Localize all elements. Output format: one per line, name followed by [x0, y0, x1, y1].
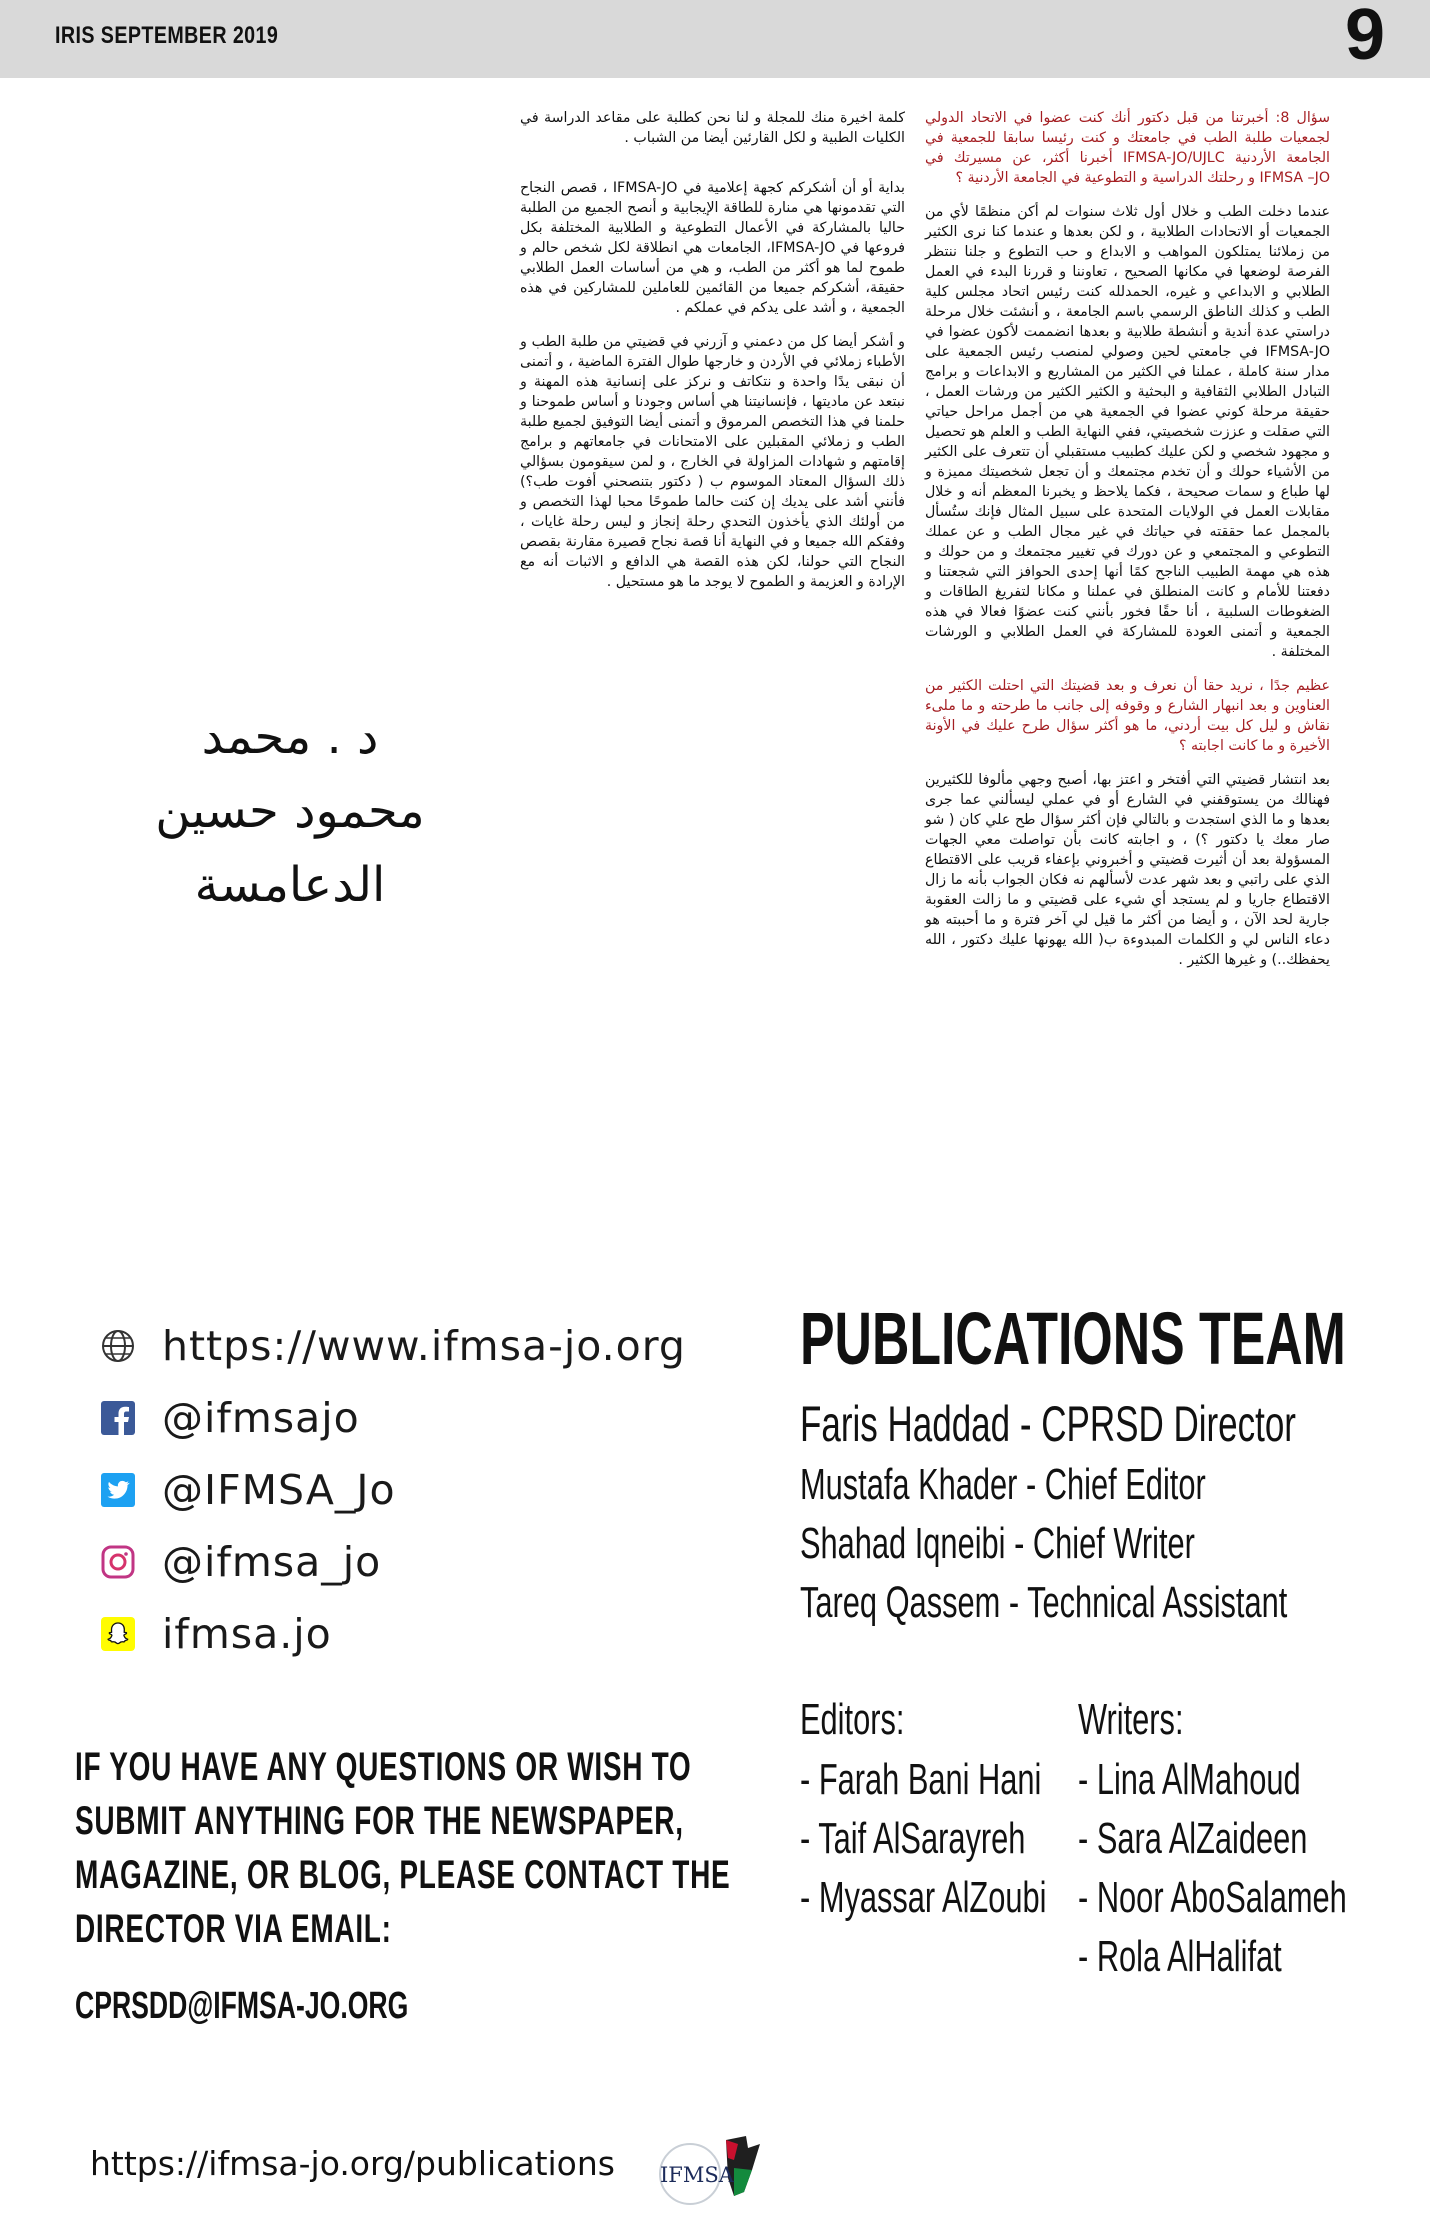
page-number: 9: [1344, 0, 1385, 75]
contact-text: @ifmsa_jo: [162, 1538, 382, 1586]
logo-text: IFMSA: [660, 2163, 734, 2187]
contact-note-line: MAGAZINE, OR BLOG, PLEASE CONTACT THE: [75, 1853, 731, 1897]
writer-item: - Noor AboSalameh: [1078, 1873, 1347, 1922]
contact-text: ifmsa.jo: [162, 1610, 332, 1658]
contact-text: @ifmsajo: [162, 1394, 360, 1442]
article-right-column: [925, 108, 1330, 984]
issue-label: IRIS SEPTEMBER 2019: [55, 22, 279, 49]
contact-note-line: SUBMIT ANYTHING FOR THE NEWSPAPER,: [75, 1799, 684, 1843]
instagram-icon: [98, 1542, 138, 1582]
header-bar: [0, 0, 1430, 78]
contact-note-line: IF YOU HAVE ANY QUESTIONS OR WISH TO: [75, 1745, 692, 1789]
team-member: Mustafa Khader - Chief Editor: [800, 1460, 1206, 1509]
contact-text: @IFMSA_Jo: [162, 1466, 396, 1514]
writers-label: Writers:: [1078, 1695, 1184, 1744]
team-member: Shahad Iqneibi - Chief Writer: [800, 1519, 1195, 1568]
article-left-column: [520, 108, 905, 606]
contact-website[interactable]: [98, 1310, 686, 1382]
answer-9: بعد انتشار قضيتي التي أفتخر و اعتز بها، أصبح وجهي مألوفا للكثيرين فهنالك من يستوقفني في الشارع أو في عملي ليسألني عما جرى بعدها و ما الذي استجدت و بالتالي فإن أكثر سؤال طح علي كان ( شو صار معك يا دكتور ؟) ، و اجابته كانت بأن تواصلت معي الجهات المسؤولة بعد أن أثيرت قضيتي و أخبروني بإعفاء قريب على الاقتطاع الذي على راتبي و بعد شهر عدت لأسألهم نه فكان الجواب بأنه ما زال الاقتطاع جاريا و لم يستجد أي شيء على قضيتي و ما زالت العقوبة جارية لحد الآن ، و أيضا من أكثر ما قيل لي آخر فترة و ما أحببته هو دعاء الناس لي و الكلمات المبدوءة ب( الله يهونها عليك دكتور ، الله يحفظك..) و غيرها الكثير .: [925, 772, 1330, 968]
contact-note: [75, 1740, 730, 1956]
writer-item: - Sara AlZaideen: [1078, 1814, 1308, 1863]
editor-item: - Myassar AlZoubi: [800, 1873, 1047, 1922]
editor-item: - Taif AlSarayreh: [800, 1814, 1026, 1863]
signature: [95, 700, 485, 922]
editors-label: Editors:: [800, 1695, 905, 1744]
contact-instagram[interactable]: [98, 1526, 686, 1598]
answer-8: عندما دخلت الطب و خلال أول ثلاث سنوات لم أكن منظمًا لأي من الجمعيات أو الاتحادات الطلابية ، و لكن بعدها و عندما كنا نرى الكثير من زملائنا يمتلكون المواهب و الابداع و حب التطوع و جلنا ننتظر الفرصة لوضعها في مكانها الصحيح ، تعاوننا و قررنا البدء في العمل الطلابي و الابداعي و غيره، الحمدلله كنت رئيس اتحاد مجلس كلية الطب و كذلك الناطق الرسمي باسم الجامعة ، و أنشئت خلال مرحلة دراستي عدة أندية و أنشطة طلابية و بعدها انضممت لأكون عضوا في IFMSA-JO في جامعتي لحين وصولي لمنصب رئيس الجمعية على مدار سنة كاملة ، عملنا في الكثير من المشاريع و الابداعات و برامج التبادل الطلابي الثقافية و البحثية و الكثير الكثير من ورشات العمل ، حقيقة مرحلة كوني عضوا في الجمعية هي من أجمل مراحل حياتي التي صقلت و عززت شخصيتي، ففي النهاية الطب و العلم هو تحصيل و مجهود شخصي و لكن عليك كطبيب مستقبلي أن تتعرف على الكثير من الأشياء حولك و أن تخدم مجتمعك و أن تجعل شخصيتك مميزة و لها طباع و سمات صحيحة ، فكما يلاحظ و يخبرنا المعظم أنه و خلال مقابلات العمل في الولايات المتحدة على سبيل المثال فإنك ستُسأل بالمجمل عما حققته في حياتك في غير مجال الطب و عن عملك التطوعي و المجتمعي و عن دورك في تغيير مجتمعك و من حولك و هذه هي مهمة الطبيب الناجح كمًا أنها إحدى الحوافز التي شجعتنا و دفعتنا للأمام و كانت المنطلق في عملنا و مكانا لتفريغ الطاقات و الضغوطات السلبية ، أنا حقًا فخور بأنني كنت عضوًا فعالا في هذه الجمعية و أتمنى العودة للمشاركة في العمل الطلابي و الورشات المختلفة .: [925, 204, 1330, 660]
contact-twitter[interactable]: [98, 1454, 686, 1526]
team-title: PUBLICATIONS TEAM: [800, 1297, 1346, 1380]
contact-snapchat[interactable]: [98, 1598, 686, 1670]
footer-url[interactable]: https://ifmsa-jo.org/publications: [90, 2144, 615, 2183]
signature-line-2: محمود حسين: [155, 783, 425, 839]
contact-facebook[interactable]: [98, 1382, 686, 1454]
editor-item: - Farah Bani Hani: [800, 1755, 1042, 1804]
snapchat-icon: [98, 1614, 138, 1654]
closing-paragraph-2: و أشكر أيضا كل من دعمني و آزرني في قضيتي من طلبة الطب و الأطباء زملائي في الأردن و خارجها طوال الفترة الماضية ، و أتمنى أن نبقى يدًا واحدة و نتكاتف و نركز على إنسانية هذه المهنة و نبتعد عن ماديتها ، فإنسانيتنا هي أساس وجودنا و أساس طموحنا و حلمنا في هذا التخصص المرموق و أتمنى أيضا التوفيق لجميع طلبة الطب و زملائي المقبلين على الامتحانات في جامعاتهم و برامج إقامتهم و شهادات المزاولة في الخارج ، و لمن سيقومون بسؤالي ذلك السؤال المعتاد الموسوم ب ( دكتور بتنصحني أفوت طب؟) فأنني أشد على يديك إن كنت حالما طموحًا محبا لهذا التخصص و من أولئك الذي يأخذون التحدي رحلة إنجاز و ليس رحلة غايات ، وفقكم الله جميعا و في النهاية أنا قصة نجاح قصيرة مقارنة بقصص النجاح التي حولنا، لكن هذه القصة هي الدافع و الاثبات أنه مع الإرادة و العزيمة و الطموح لا يوجد ما هو مستحيل .: [520, 334, 905, 590]
closing-paragraph-1: بداية أو أن أشكركم كجهة إعلامية في IFMSA-JO ، قصص النجاح التي تقدمونها هي منارة للطاقة الإيجابية و أنصح الجميع من الطلبة حاليا بالمشاركة في الأعمال التطوعية و الطلابية المختلفة بكل فروعها في IFMSA-JO، الجامعات هي انطلاقة لكل شخص حالم و طموح لما هو أكثر من الطب، و هي من أساسات العمل الطلابي حقيقة، أشكركم جميعا من القائمين للعاملين للمشاركين في هذه الجمعية ، و أشد على يدكم في عملكم .: [520, 180, 906, 316]
contact-note-line: DIRECTOR VIA EMAIL:: [75, 1907, 392, 1951]
facebook-icon: [98, 1398, 138, 1438]
signature-line-3: الدعامسة: [194, 857, 386, 913]
contact-email[interactable]: CPRSDD@IFMSA-JO.ORG: [75, 1985, 409, 2027]
writer-item: - Rola AlHalifat: [1078, 1932, 1282, 1981]
ifmsa-logo: [648, 2130, 778, 2210]
team-member: Tareq Qassem - Technical Assistant: [800, 1578, 1288, 1627]
contact-text: https://www.ifmsa-jo.org: [162, 1322, 686, 1370]
question-9: عظيم جدًا ، نريد حقا أن نعرف و بعد قضيتك التي احتلت الكثير من العناوين و بعد انبهار الشارع و وقوفه إلى جانب ما طرحته و ما ملىء نقاش و ليل كل بيت أردني، ما هو أكثر سؤال طرح عليك في الأونة الأخيرة و ما كانت اجابته ؟: [925, 678, 1330, 754]
question-8: سؤال 8: أخبرتنا من قبل دكتور أنك كنت عضوا في الاتحاد الدولي لجمعيات طلبة الطب في جامعتك و كنت رئيسا سابقا للجمعية في الجامعة الأردنية IFMSA-JO/UJLC أخبرنا أكثر، عن مسيرتك في IFMSA –JO و رحلتك الدراسية و التطوعية في الجامعة الأردنية ؟: [925, 110, 1330, 186]
team-director: Faris Haddad - CPRSD Director: [800, 1396, 1296, 1452]
twitter-icon: [98, 1470, 138, 1510]
writer-item: - Lina AlMahoud: [1078, 1755, 1301, 1804]
last-word-question: كلمة اخيرة منك للمجلة و لنا نحن كطلبة على مقاعد الدراسة في الكليات الطبية و لكل القارئين أيضا من الشباب .: [520, 110, 905, 146]
globe-icon: [98, 1326, 138, 1366]
signature-line-1: د . محمد: [201, 709, 379, 765]
social-contacts: [98, 1310, 686, 1670]
